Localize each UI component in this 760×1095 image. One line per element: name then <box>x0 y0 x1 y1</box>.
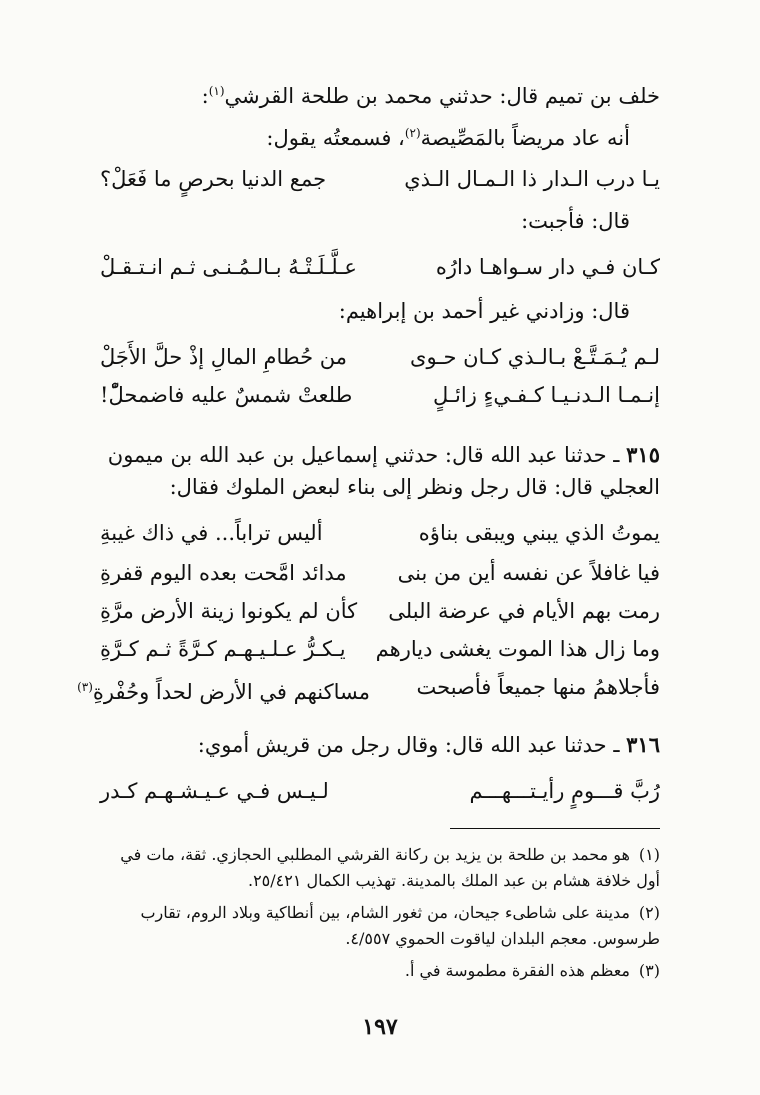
footnote <box>100 842 660 894</box>
footnote <box>100 958 660 984</box>
paragraph-315-line: ٣١٥ ـ حدثنا عبد الله قال: حدثني إسماعيل بن عبد الله بن ميمون <box>107 442 660 467</box>
verse-first-hemistich: رمت بهم الأيام في عرضة البلى <box>388 599 660 623</box>
verse <box>100 340 660 374</box>
footnote-ref: (٢) <box>404 126 421 140</box>
footnote-text: معظم هذه الفقرة مطموسة في أ. <box>404 961 630 980</box>
verse-second-hemistich: من حُطامِ المالِ إذْ حلَّ الأَجَلْ <box>100 345 348 369</box>
verse <box>100 250 660 284</box>
text-line: أنه عاد مريضاً بالمَصِّيصة$^{(٢)}$، فسمعتُه يقول: <box>266 126 630 150</box>
verse-second-hemistich: لـيـس فـي عـيـشـهـم كـدر <box>100 779 329 803</box>
verse-first-hemistich: يـا درب الـدار ذا الـمـال الـذي <box>404 167 660 191</box>
page-number: ١٩٧ <box>362 1014 398 1040</box>
verse <box>77 670 660 704</box>
footnote-number: (٢) <box>638 903 660 922</box>
verse <box>100 162 660 196</box>
verse-second-hemistich: يـكـرُّ عـلـيـهـم كـرَّةً ثـم كـرَّةِ <box>100 637 346 661</box>
verse <box>100 774 660 808</box>
verse-second-hemistich: أليس تراباً... في ذاك غيبةِ <box>100 521 323 545</box>
text-line: قال: فأجبت: <box>521 209 630 233</box>
footnote-divider <box>450 828 660 829</box>
verse-first-hemistich: فأجلاهمُ منها جميعاً فأصبحت <box>416 675 660 699</box>
paragraph-315-line: العجلي قال: قال رجل ونظر إلى بناء لبعض الملوك فقال: <box>169 475 660 499</box>
footnote-text: هو محمد بن طلحة بن يزيد بن ركانة القرشي المطلبي الحجازي. ثقة، مات في أول خلافة هشام بن عبد الملك بالمدينة. تهذيب الكمال ٢٥/٤٢١. <box>120 845 660 890</box>
verse <box>100 378 660 412</box>
verse-first-hemistich: فيا غافلاً عن نفسه أين من بنى <box>397 561 660 585</box>
verse-second-hemistich: كأن لم يكونوا زينة الأرض مرَّةِ <box>100 599 358 623</box>
verse-second-hemistich: طلعتْ شمسٌ عليه فاضمحلّْ! <box>100 383 353 407</box>
text-line: خلف بن تميم قال: حدثني محمد بن طلحة القرشي$^{(١)}$: <box>201 84 660 108</box>
text-line: قال: وزادني غير أحمد بن إبراهيم: <box>338 299 630 323</box>
verse-first-hemistich: كـان فـي دار سـواهـا دارُه <box>435 255 660 279</box>
verse-second-hemistich: مساكنهم في الأرض لحداً وحُفْرةِ$^{(٣)}$ <box>77 680 370 704</box>
verse-second-hemistich: جمع الدنيا بحرصٍ ما فَعَلْ؟ <box>100 167 327 191</box>
verse-first-hemistich: يموتُ الذي يبني ويبقى بناؤه <box>418 521 660 545</box>
verse <box>100 556 660 590</box>
paragraph-number: ٣١٦ <box>626 732 660 757</box>
verse-second-hemistich: عـلَّـلَـتْـهُ بـالـمُـنـى ثـم انـتـقـلْ <box>100 255 357 279</box>
paragraph-number: ٣١٥ <box>626 442 660 467</box>
footnote-ref: (١) <box>208 84 225 98</box>
footnote <box>100 900 660 952</box>
verse <box>100 632 660 666</box>
verse <box>100 594 660 628</box>
verse-first-hemistich: وما زال هذا الموت يغشى ديارهم <box>375 637 660 661</box>
verse-first-hemistich: إنـمـا الـدنـيـا كـفـيءٍ زائـلٍ <box>432 383 660 407</box>
paragraph-316-line: ٣١٦ ـ حدثنا عبد الله قال: وقال رجل من قريش أموي: <box>197 732 660 757</box>
verse-first-hemistich: رُبَّ قـــومٍ رأيـتـــهـــم <box>469 779 660 803</box>
footnote-number: (٣) <box>638 961 660 980</box>
verse-second-hemistich: مدائد امَّحت بعده اليوم قفرةِ <box>100 561 347 585</box>
footnote-ref: (٣) <box>77 680 93 694</box>
footnote-text: مدينة على شاطىء جيحان، من ثغور الشام، بين أنطاكية وبلاد الروم، تقارب طرسوس. معجم البلدان لياقوت الحموي ٤/٥٥٧. <box>140 903 660 948</box>
verse <box>100 516 660 550</box>
footnote-number: (١) <box>638 845 660 864</box>
verse-first-hemistich: لـم يُـمَـتَّـعْ بـالـذي كـان حـوى <box>410 345 660 369</box>
